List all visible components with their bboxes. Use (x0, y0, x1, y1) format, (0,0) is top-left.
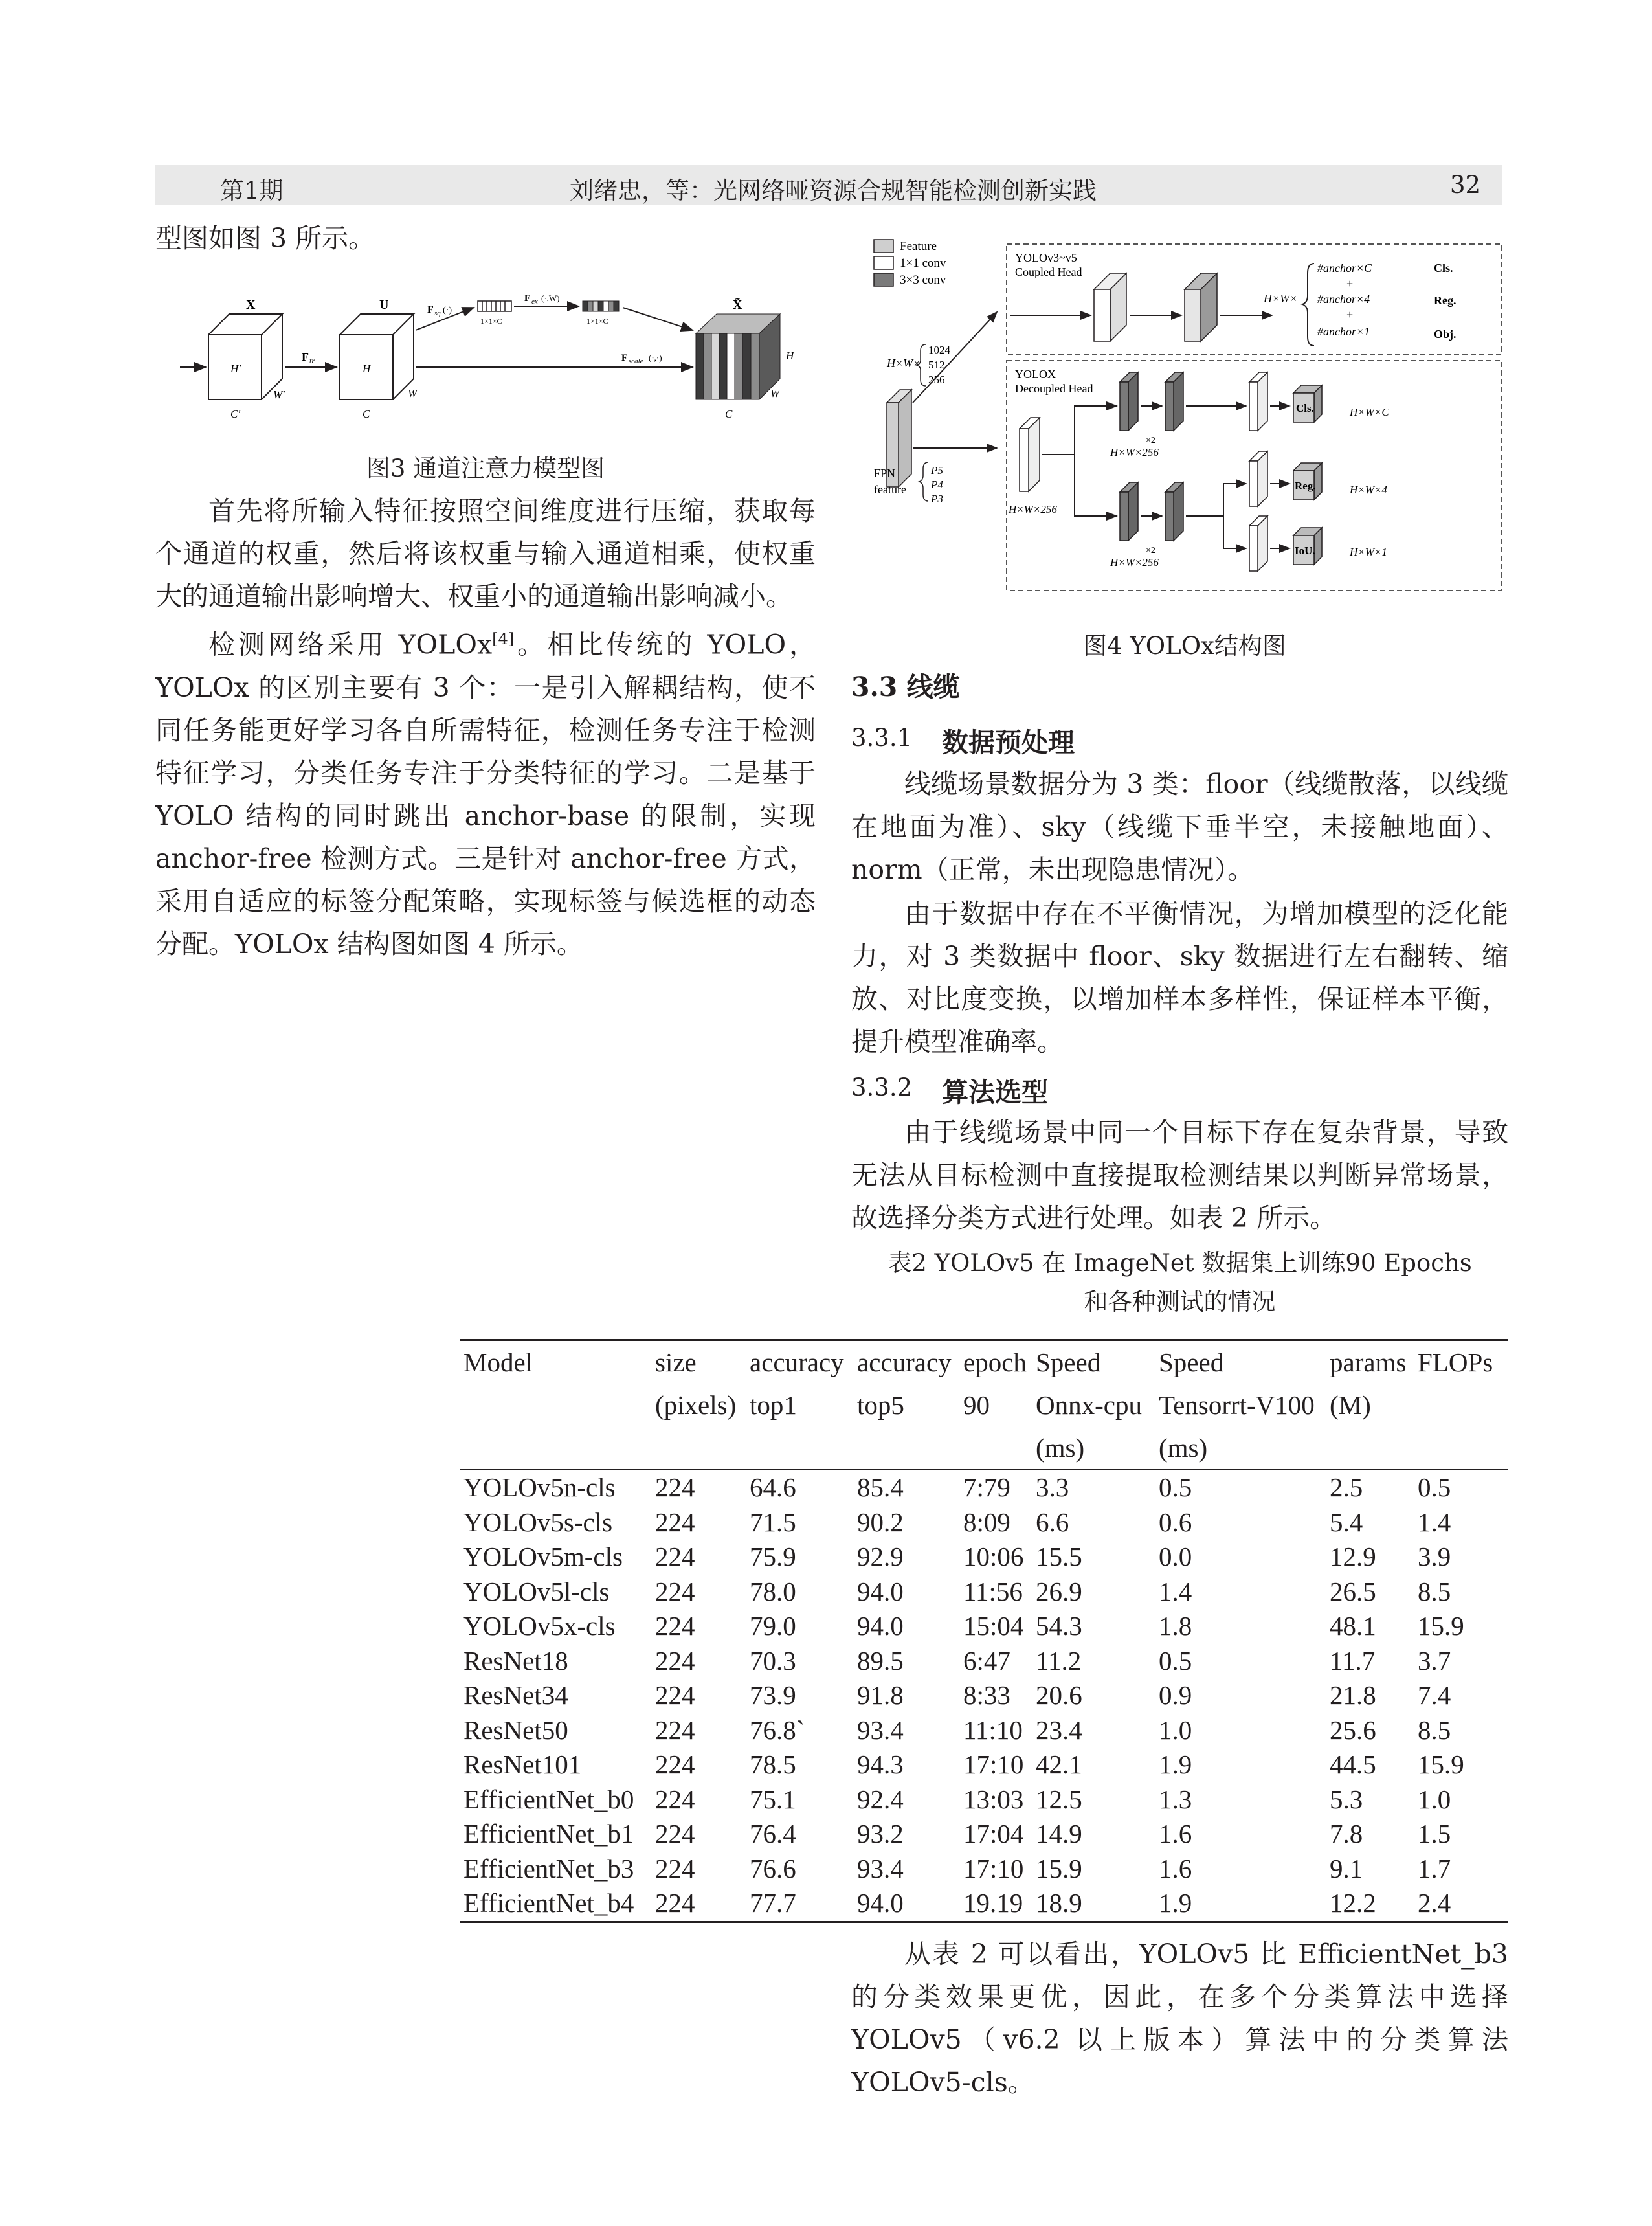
table-cell: 78.0 (750, 1576, 796, 1606)
table-cell: 6.6 (1036, 1507, 1069, 1537)
table-cell: 1.9 (1159, 1749, 1192, 1779)
label-fsq: F (427, 304, 434, 315)
table-cell: 11.7 (1330, 1645, 1376, 1676)
table-row (460, 1886, 1508, 1922)
out-iou: IoU. (1295, 545, 1315, 557)
table-row (460, 1540, 1508, 1575)
coupled-block-2 (1185, 273, 1217, 341)
table-cell: 44.5 (1330, 1749, 1376, 1779)
table-cell: 224 (655, 1507, 695, 1537)
table-cell: 15.9 (1036, 1853, 1082, 1883)
vector-excitation (583, 301, 619, 311)
out-reg: Reg. (1295, 480, 1316, 492)
out-dim-4: H×W×4 (1350, 484, 1387, 496)
table-row (460, 1505, 1508, 1540)
table-cell: 91.8 (857, 1680, 904, 1710)
out-dim-c: H×W×C (1350, 406, 1389, 418)
table-row (460, 1713, 1508, 1748)
table-cell: 7.8 (1330, 1819, 1363, 1849)
table-cell: 1.0 (1159, 1714, 1192, 1745)
section-3-3-2-title: 算法选型 (942, 1077, 1048, 1108)
p4-label: P4 (931, 478, 943, 491)
cube-x (208, 314, 282, 399)
legend-1x1: 1×1 conv (900, 256, 946, 270)
coupled-out-obj: Obj. (1434, 328, 1457, 341)
table-cell: 10:06 (963, 1542, 1024, 1571)
table-header-row-3: (ms) (ms) (460, 1426, 1508, 1470)
label-w-u: W (408, 387, 418, 399)
coupled-out-reg: Reg. (1434, 294, 1457, 307)
table-body (460, 1470, 1508, 1922)
fpn-label-1: FPN (874, 467, 896, 480)
table-cell: YOLOv5n-cls (463, 1472, 616, 1502)
coupled-block-1 (1094, 273, 1126, 341)
table-row (460, 1609, 1508, 1644)
table-cell: 7.4 (1418, 1680, 1451, 1710)
table-cell: 0.5 (1418, 1472, 1451, 1502)
table-cell: 0.0 (1159, 1542, 1192, 1571)
table-cell: 12.5 (1036, 1784, 1082, 1814)
table-cell: 8:33 (963, 1680, 1010, 1710)
table-cell: 1.3 (1159, 1784, 1192, 1814)
table-cell: ResNet101 (463, 1749, 582, 1779)
table-cell: 0.5 (1159, 1472, 1192, 1502)
coupled-term-0: #anchor×C (1317, 262, 1372, 275)
brace (1302, 264, 1314, 346)
table-header-row-1: Model size accuracy accuracy epoch Speed Speed params FLOPs (460, 1340, 1508, 1384)
table-cell: YOLOv5m-cls (463, 1542, 623, 1571)
label-fex: F (524, 295, 531, 304)
table-row (460, 1644, 1508, 1679)
table-cell: 20.6 (1036, 1680, 1082, 1710)
label-fscale-arg: (·,·) (649, 353, 662, 363)
hw256-label-2: H×W×256 (1110, 446, 1159, 458)
running-title: 刘绪忠，等：光网络哑资源合规智能检测创新实践 (570, 177, 1097, 205)
table-cell: 2.5 (1330, 1472, 1363, 1502)
table-cell: 224 (655, 1680, 695, 1710)
table-cell: 90.2 (857, 1507, 904, 1537)
table-cell: 13:03 (963, 1784, 1024, 1814)
coupled-title-1: YOLOv3~v5 (1015, 251, 1077, 264)
table-cell: 26.9 (1036, 1576, 1082, 1606)
table-row (460, 1817, 1508, 1852)
table-cell: ResNet34 (463, 1680, 568, 1710)
table-2 (460, 1339, 1508, 1923)
label-ftr: F (302, 350, 309, 363)
table-cell: 1.5 (1418, 1819, 1451, 1849)
label-x: X (246, 298, 256, 312)
table-row (460, 1575, 1508, 1610)
table-cell: 94.0 (857, 1576, 904, 1606)
table-cell: 224 (655, 1542, 695, 1571)
table-cell: 92.4 (857, 1784, 904, 1814)
table-cell: 93.4 (857, 1714, 904, 1745)
fpn-label-2: feature (874, 483, 906, 496)
table-cell: 3.7 (1418, 1645, 1451, 1676)
table-cell: 26.5 (1330, 1576, 1376, 1606)
table-cell: 6:47 (963, 1645, 1010, 1676)
table-cell: 1.8 (1159, 1611, 1192, 1641)
label-c-u: C (363, 408, 370, 420)
table-cell: 8.5 (1418, 1714, 1451, 1745)
table-cell: 1.4 (1159, 1576, 1192, 1606)
label-u: U (379, 298, 389, 312)
table-cell: 64.6 (750, 1472, 796, 1502)
vector-squeeze (478, 301, 511, 311)
cube-u (340, 314, 414, 399)
label-fex-arg: (·,W) (541, 295, 560, 303)
legend-1x1-swatch (874, 256, 893, 269)
table-cell: 1.6 (1159, 1819, 1192, 1849)
x2-label-1: ×2 (1146, 436, 1155, 445)
table-2-caption-line-2: 和各种测试的情况 (1084, 1288, 1276, 1316)
cube-x-tilde (696, 314, 780, 399)
table-cell: 224 (655, 1645, 695, 1676)
table-cell: 12.2 (1326, 1886, 1414, 1922)
hw256-label-3: H×W×256 (1110, 556, 1159, 568)
decoupled-title-2: Decoupled Head (1015, 382, 1093, 395)
figure-3-diagram (175, 295, 816, 434)
table-cell: 48.1 (1330, 1611, 1376, 1641)
table-cell: EfficientNet_b1 (463, 1819, 634, 1849)
table-cell: 5.3 (1330, 1784, 1363, 1814)
p5-label: P5 (931, 464, 943, 477)
table-cell: 92.9 (857, 1542, 904, 1571)
table-cell: 94.3 (857, 1749, 904, 1779)
table-cell: 11:10 (963, 1714, 1023, 1745)
coupled-term-4: #anchor×1 (1317, 325, 1370, 338)
table-cell: 9.1 (1330, 1853, 1363, 1883)
coupled-title-2: Coupled Head (1015, 265, 1082, 278)
table-row (460, 1852, 1508, 1887)
table-row (460, 1782, 1508, 1817)
table-cell: 71.5 (750, 1507, 796, 1537)
legend-feature: Feature (900, 240, 937, 253)
reg-1x1-blocks (1249, 451, 1267, 571)
table-cell: 224 (655, 1472, 695, 1502)
table-cell: 23.4 (1036, 1714, 1082, 1745)
table-cell: 12.9 (1330, 1542, 1376, 1571)
table-cell: 77.7 (746, 1886, 853, 1922)
coupled-term-2: #anchor×4 (1317, 293, 1370, 306)
table-cell: 89.5 (857, 1645, 904, 1676)
table-cell: 0.5 (1159, 1645, 1192, 1676)
figure-3-caption: 图3 通道注意力模型图 (366, 455, 605, 482)
table-cell: 15.9 (1418, 1749, 1464, 1779)
table-cell: 17:10 (963, 1853, 1024, 1883)
table-cell: 0.9 (1159, 1680, 1192, 1710)
dim-1024: 1024 (928, 344, 950, 356)
paragraph-yolox-intro: 检测网络采用 YOLOx[4]。相比传统的 YOLO，YOLOx 的区别主要有 3 个：一是引入解耦结构，使不同任务能更好学习各自所需特征，检测任务专注于检测特征学习，分类任务专注于分类特征的学习。二是基于 YOLO 结构的同时跳出 anchor-base 的限制，实现 anchor-free 检测方式。三是针对 anchor-free 方式，采用自适应的标签分配策略，实现标签与候选框的动态分配。YOLOx 结构图如图 4 所示。 (155, 629, 816, 960)
table-cell: 17:04 (963, 1819, 1024, 1849)
coupled-out-cls: Cls. (1434, 262, 1453, 275)
table-cell: 85.4 (857, 1472, 904, 1502)
table-cell: 76.8` (750, 1714, 805, 1745)
table-cell: 78.5 (750, 1749, 796, 1779)
table-cell: 15.9 (1418, 1611, 1464, 1641)
table-cell: 8.5 (1418, 1576, 1451, 1606)
hw-label: H×W× (887, 357, 921, 370)
label-ftr-sub: tr (309, 356, 315, 365)
cls-branch-conv (1120, 372, 1183, 431)
table-cell: EfficientNet_b3 (463, 1853, 634, 1883)
table-cell: 15:04 (963, 1611, 1024, 1641)
legend-feature-swatch (874, 240, 893, 253)
table-cell: 1.4 (1418, 1507, 1451, 1537)
dim-512: 512 (928, 359, 945, 371)
table-cell: 3.3 (1036, 1472, 1069, 1502)
label-c-xt: C (725, 408, 733, 420)
dim-256: 256 (928, 374, 945, 386)
table-cell: 224 (655, 1853, 695, 1883)
table-cell: ResNet18 (463, 1645, 568, 1676)
coupled-term-1: + (1346, 277, 1354, 290)
out-dim-1: H×W×1 (1350, 546, 1387, 558)
table-cell: 54.3 (1036, 1611, 1082, 1641)
coupled-term-3: + (1346, 308, 1354, 321)
decoupled-1x1-block (1020, 418, 1040, 491)
p3-label: P3 (931, 493, 943, 505)
table-row (460, 1470, 1508, 1505)
paragraph-fig3-intro: 型图如图 3 所示。 (155, 223, 375, 254)
table-cell: 8:09 (963, 1507, 1010, 1537)
table-row (460, 1748, 1508, 1782)
table-cell: 224 (655, 1784, 695, 1814)
paragraph-augmentation: 由于数据中存在不平衡情况，为增加模型的泛化能力，对 3 类数据中 floor、sky 数据进行左右翻转、缩放、对比度变换，以增加样本多样性，保证样本平衡，提升模型准确率。 (851, 898, 1508, 1057)
table-header-row-2: (pixels) top1 top5 90 Onnx-cpu Tensorrt-V100 (M) (655, 1390, 1371, 1420)
table-cell: 224 (655, 1819, 695, 1849)
table-cell: 224 (655, 1611, 695, 1641)
table-cell: EfficientNet_b0 (463, 1784, 634, 1814)
label-hp: H′ (230, 363, 241, 375)
scale-arrow-top (623, 308, 693, 330)
paragraph-cable-classes: 线缆场景数据分为 3 类：floor（线缆散落，以线缆在地面为准）、sky（线缆下垂半空，未接触地面）、norm（正常，未出现隐患情况）。 (851, 769, 1508, 885)
table-cell: 14.9 (1036, 1819, 1082, 1849)
label-fscale: F (621, 353, 628, 363)
table-cell: 70.3 (750, 1645, 796, 1676)
table-cell: 75.1 (750, 1784, 796, 1814)
table-cell: 1.7 (1418, 1853, 1451, 1883)
table-cell: 75.9 (750, 1542, 796, 1571)
coupled-mult: H×W× (1264, 292, 1298, 305)
table-cell: 1.0 (1418, 1784, 1451, 1814)
table-cell: 3.9 (1418, 1542, 1451, 1571)
label-cp: C′ (230, 408, 241, 420)
table-cell: 1.9 (1155, 1886, 1326, 1922)
table-cell: 15.5 (1036, 1542, 1082, 1571)
label-v1: 1×1×C (480, 317, 502, 326)
label-wp: W′ (273, 388, 285, 401)
table-cell: 73.9 (750, 1680, 796, 1710)
table-cell: 11:56 (963, 1576, 1023, 1606)
table-cell: 0.6 (1159, 1507, 1192, 1537)
issue-number: 第1期 (220, 177, 284, 205)
table-cell: 11.2 (1036, 1645, 1082, 1676)
label-h-xt: H (786, 350, 794, 362)
section-3-3-1-title: 数据预处理 (942, 727, 1075, 758)
table-cell: 76.4 (750, 1819, 796, 1849)
reg-branch-conv (1120, 482, 1183, 541)
table-cell: 93.4 (857, 1853, 904, 1883)
table-2-caption-line-1: 表2 YOLOv5 在 ImageNet 数据集上训练90 Epochs (887, 1249, 1472, 1277)
table-cell: YOLOv5x-cls (463, 1611, 616, 1641)
table-cell: 76.6 (750, 1853, 796, 1883)
table-cell: 224 (655, 1714, 695, 1745)
table-cell: YOLOv5l-cls (463, 1576, 610, 1606)
section-3-3-2-number: 3.3.2 (851, 1074, 913, 1101)
page-number: 32 (1450, 171, 1481, 199)
hw256-label-1: H×W×256 (1009, 503, 1057, 515)
x2-label-2: ×2 (1146, 546, 1155, 556)
label-fex-sub: ex (531, 298, 538, 306)
coupled-head-box (1007, 244, 1502, 354)
paragraph-conclusion: 从表 2 可以看出，YOLOv5 比 EfficientNet_b3 的分类效果更优，因此，在多个分类算法中选择 YOLOv5（v6.2 以上版本）算法中的分类算法 YOLOv5-cls。 (851, 1939, 1508, 2098)
label-fsq-sub: sq (434, 309, 441, 317)
label-w-xt: W (770, 387, 780, 399)
label-h-u: H (363, 363, 371, 375)
table-cell: 19.19 (959, 1886, 1032, 1922)
legend-3x3: 3×3 conv (900, 273, 946, 287)
table-cell: 224 (655, 1576, 695, 1606)
table-cell: 2.4 (1414, 1886, 1508, 1922)
table-cell: 1.6 (1159, 1853, 1192, 1883)
table-cell: 21.8 (1330, 1680, 1376, 1710)
table-cell: 17:10 (963, 1749, 1024, 1779)
label-v2: 1×1×C (586, 317, 608, 326)
out-cls: Cls. (1296, 402, 1314, 414)
legend-3x3-swatch (874, 273, 893, 286)
label-x-tilde: X̃ (733, 298, 742, 312)
table-cell: EfficientNet_b4 (460, 1886, 651, 1922)
legend (874, 240, 893, 286)
table-cell: 7:79 (963, 1472, 1010, 1502)
table-cell: 94.0 (853, 1886, 959, 1922)
section-3-3-1-number: 3.3.1 (851, 724, 913, 752)
label-fsq-arg: (·) (443, 306, 452, 315)
cls-1x1-block (1249, 372, 1267, 431)
paragraph-se-description: 首先将所输入特征按照空间维度进行压缩，获取每个通道的权重，然后将该权重与输入通道相乘，使权重大的通道输出影响增大、权重小的通道输出影响减小。 (155, 495, 816, 612)
table-cell: 94.0 (857, 1611, 904, 1641)
paragraph-algorithm-choice: 由于线缆场景中同一个目标下存在复杂背景，导致无法从目标检测中直接提取检测结果以判断异常场景，故选择分类方式进行处理。如表 2 所示。 (851, 1117, 1508, 1233)
figure-4-diagram (861, 234, 1508, 597)
table-cell: 18.9 (1032, 1886, 1155, 1922)
label-fscale-sub: scale (629, 357, 643, 365)
table-row (460, 1678, 1508, 1713)
table-cell: 25.6 (1330, 1714, 1376, 1745)
table-cell: YOLOv5s-cls (463, 1507, 613, 1537)
citation-ref-4: [4] (492, 630, 515, 648)
table-cell: 224 (655, 1749, 695, 1779)
section-3-3-heading: 3.3 线缆 (851, 671, 960, 703)
table-cell: 93.2 (857, 1819, 904, 1849)
table-cell: 79.0 (750, 1611, 796, 1641)
table-cell: 224 (651, 1886, 746, 1922)
figure-4-caption: 图4 YOLOx结构图 (1083, 632, 1286, 660)
table-cell: 5.4 (1330, 1507, 1363, 1537)
table-cell: 42.1 (1036, 1749, 1082, 1779)
decoupled-title-1: YOLOX (1015, 368, 1056, 381)
table-cell: ResNet50 (463, 1714, 568, 1745)
